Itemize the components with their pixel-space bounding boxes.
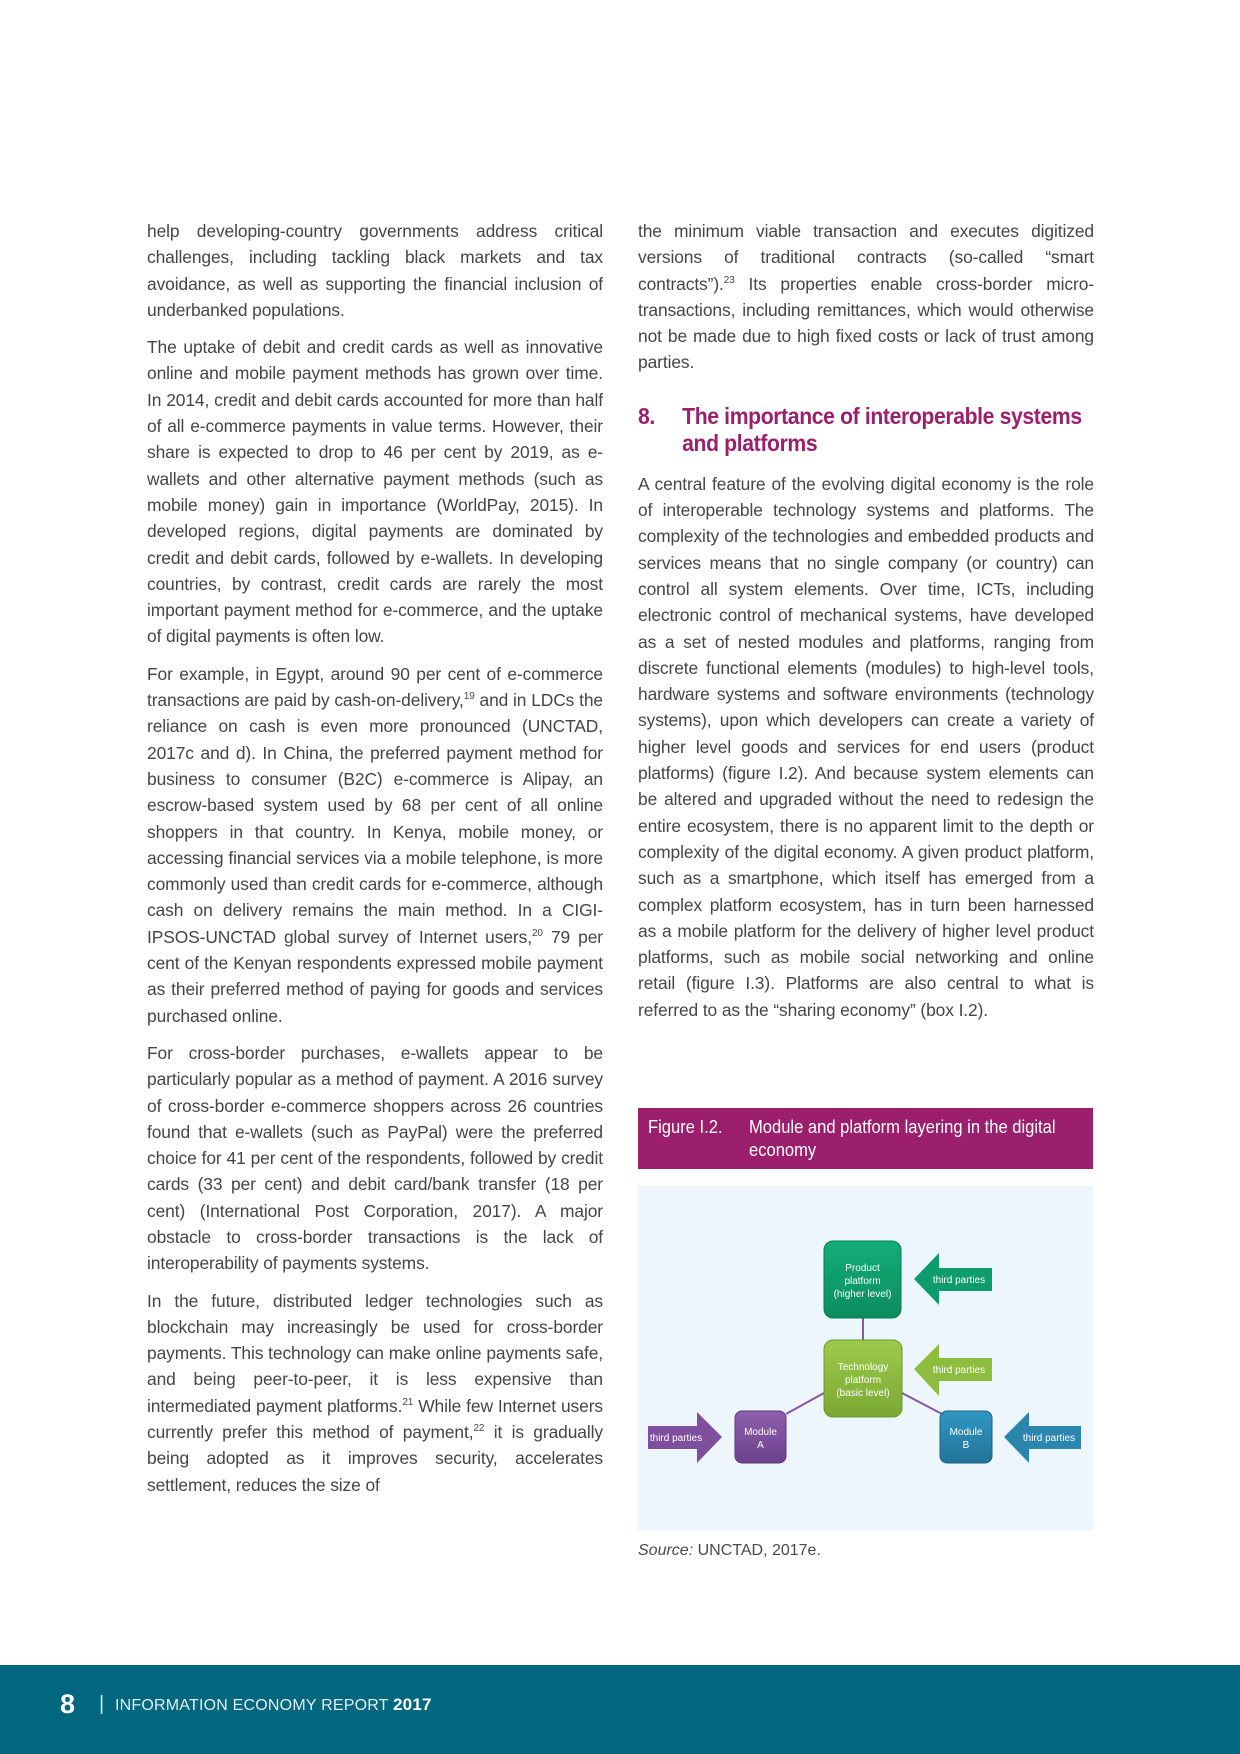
paragraph-text: In the future, distributed ledger technologies such as blockchain may increasingly be used for cross-border payments. This technology can make online payments safe, and being peer-to-peer, it is less expensive than intermediated payment platforms. — [147, 1290, 603, 1416]
footnote-ref-22[interactable]: 22 — [473, 1423, 485, 1435]
paragraph-text: the minimum viable transaction and executes digitized versions of traditional contracts (so-called “smart contracts”). — [638, 221, 1094, 294]
figure-diagram — [638, 1186, 1093, 1530]
node-label-line: B — [962, 1440, 970, 1451]
footnote-ref-20[interactable]: 20 — [531, 927, 543, 939]
source-text: UNCTAD, 2017e. — [693, 1542, 821, 1559]
paragraph: For cross-border purchases, e-wallets appear to be particularly popular as a method of payment. A 2016 survey of cross-border e-commerce shoppers across 26 countries found that e-wallets (such as PayPal) were the preferred choice for 41 per cent of the respondents, followed by credit cards (33 per cent) and debit card/bank transfer (18 per cent) (International Post Corporation, 2017). A major obstacle to cross-border transactions is the lack of interoperability of payments systems. — [147, 1042, 603, 1274]
paragraph: The uptake of debit and credit cards as well as innovative online and mobile payment methods has grown over time. In 2014, credit and debit cards accounted for more than half of all e-commerce payments in value terms. However, their share is expected to drop to 46 per cent by 2019, as e-wallets and other alternative payment methods (such as mobile money) gain in importance (WorldPay, 2015). In developed regions, digital payments are dominated by credit and debit cards, followed by e-wallets. In developing countries, by contrast, credit cards are rarely the most important payment method for e-commerce, and the uptake of digital payments is often low. — [147, 337, 603, 647]
footer-separator: | — [99, 1693, 105, 1715]
module-a-node[interactable] — [735, 1411, 786, 1463]
report-title — [115, 1695, 432, 1715]
arrow-label: third parties — [932, 1365, 986, 1376]
footnote-ref-19[interactable]: 19 — [463, 691, 475, 703]
third-parties-arrow-technology — [914, 1344, 992, 1396]
node-label-line: (higher level) — [833, 1289, 892, 1300]
product-platform-node[interactable] — [824, 1241, 901, 1318]
footnote-ref-23[interactable]: 23 — [723, 274, 735, 286]
paragraph — [147, 661, 603, 1029]
node-label-line: A — [757, 1440, 764, 1451]
third-parties-arrow-product — [914, 1253, 992, 1305]
arrow-label: third parties — [1022, 1433, 1076, 1444]
figure-header — [638, 1108, 1093, 1169]
node-label-line: Product — [845, 1263, 880, 1274]
figure-number: Figure I.2. — [648, 1117, 723, 1137]
third-parties-arrow-module-a — [648, 1412, 722, 1463]
footnote-ref-21[interactable]: 21 — [402, 1396, 414, 1408]
paragraph — [147, 1288, 603, 1498]
node-label-line: Module — [949, 1427, 983, 1438]
paragraph: A central feature of the evolving digital economy is the role of interoperable technology systems and platforms. The complexity of the technologies and embedded products and services means that no single company (or country) can control all system elements. Over time, ICTs, including electronic control of mechanical systems, have developed as a set of nested modules and platforms, ranging from discrete functional elements (modules) to high-level tools, hardware systems and software environments (technology systems), upon which developers can create a variety of higher level goods and services for end users (product platforms) (figure I.2). And because system elements can be altered and upgraded without the need to redesign the entire ecosystem, there is no apparent limit to the depth or complexity of the digital economy. A given product platform, such as a smartphone, which itself has emerged from a complex platform ecosystem, has in turn been harnessed as a mobile platform for the delivery of higher level product platforms, such as mobile social networking and online retail (figure I.3). Platforms are also central to what is referred to as the “sharing economy” (box I.2). — [638, 473, 1094, 1020]
section-heading — [638, 403, 1093, 457]
module-b-node[interactable] — [940, 1411, 992, 1463]
paragraph-text: For example, in Egypt, around 90 per cent of e-commerce transactions are paid by cash-on-delivery, — [147, 663, 603, 711]
figure-title: Module and platform layering in the digital economy — [749, 1117, 1056, 1160]
third-parties-arrow-module-b — [1004, 1412, 1081, 1463]
node-label-line: platform — [844, 1375, 882, 1386]
node-label-line: (basic level) — [836, 1388, 890, 1399]
arrow-label: third parties — [649, 1433, 703, 1444]
node-label-line: platform — [844, 1276, 881, 1287]
arrow-label: third parties — [932, 1275, 986, 1286]
node-label-line: Technology — [837, 1362, 889, 1373]
paragraph-text: While few Internet users currently prefer this method of payment, — [147, 1395, 604, 1443]
node-label-line: Module — [744, 1427, 777, 1438]
figure-source — [638, 1542, 821, 1560]
report-title-text: INFORMATION ECONOMY REPORT — [115, 1697, 394, 1714]
section-title: The importance of interoperable systems and platforms — [682, 402, 1082, 456]
page-footer — [0, 1665, 1240, 1754]
page-number: 8 — [60, 1689, 76, 1719]
right-column — [638, 218, 1094, 1034]
paragraph: help developing-country governments address critical challenges, including tackling black markets and tax avoidance, as well as supporting the financial inclusion of underbanked populations. — [147, 221, 603, 320]
paragraph-text: Its properties enable cross-border micro-transactions, including remittances, which would otherwise not be made due to high fixed costs or lack of trust among parties. — [638, 273, 1094, 373]
paragraph-text: it is gradually being adopted as it improves security, accelerates settlement, reduces the size of — [147, 1422, 603, 1495]
section-number: 8. — [638, 402, 655, 429]
left-column — [147, 218, 603, 1509]
paragraph-text: and in LDCs the reliance on cash is even more pronounced (UNCTAD, 2017c and d). In China, the preferred payment method for business to consumer (B2C) e-commerce is Alipay, an escrow-based system used by 68 per cent of all online shoppers in that country. In Kenya, mobile money, or accessing financial services via a mobile telephone, is more commonly used than credit cards for e-commerce, although cash on delivery remains the main method. In a CIGI-IPSOS-UNCTAD global survey of Internet users, — [147, 690, 603, 947]
report-year: 2017 — [393, 1695, 432, 1714]
paragraph-text: 79 per cent of the Kenyan respondents expressed mobile payment as their preferred method of paying for goods and services purchased online. — [147, 926, 603, 1026]
technology-platform-node[interactable] — [824, 1340, 902, 1417]
paragraph — [638, 218, 1094, 376]
source-label: Source: — [638, 1542, 694, 1559]
